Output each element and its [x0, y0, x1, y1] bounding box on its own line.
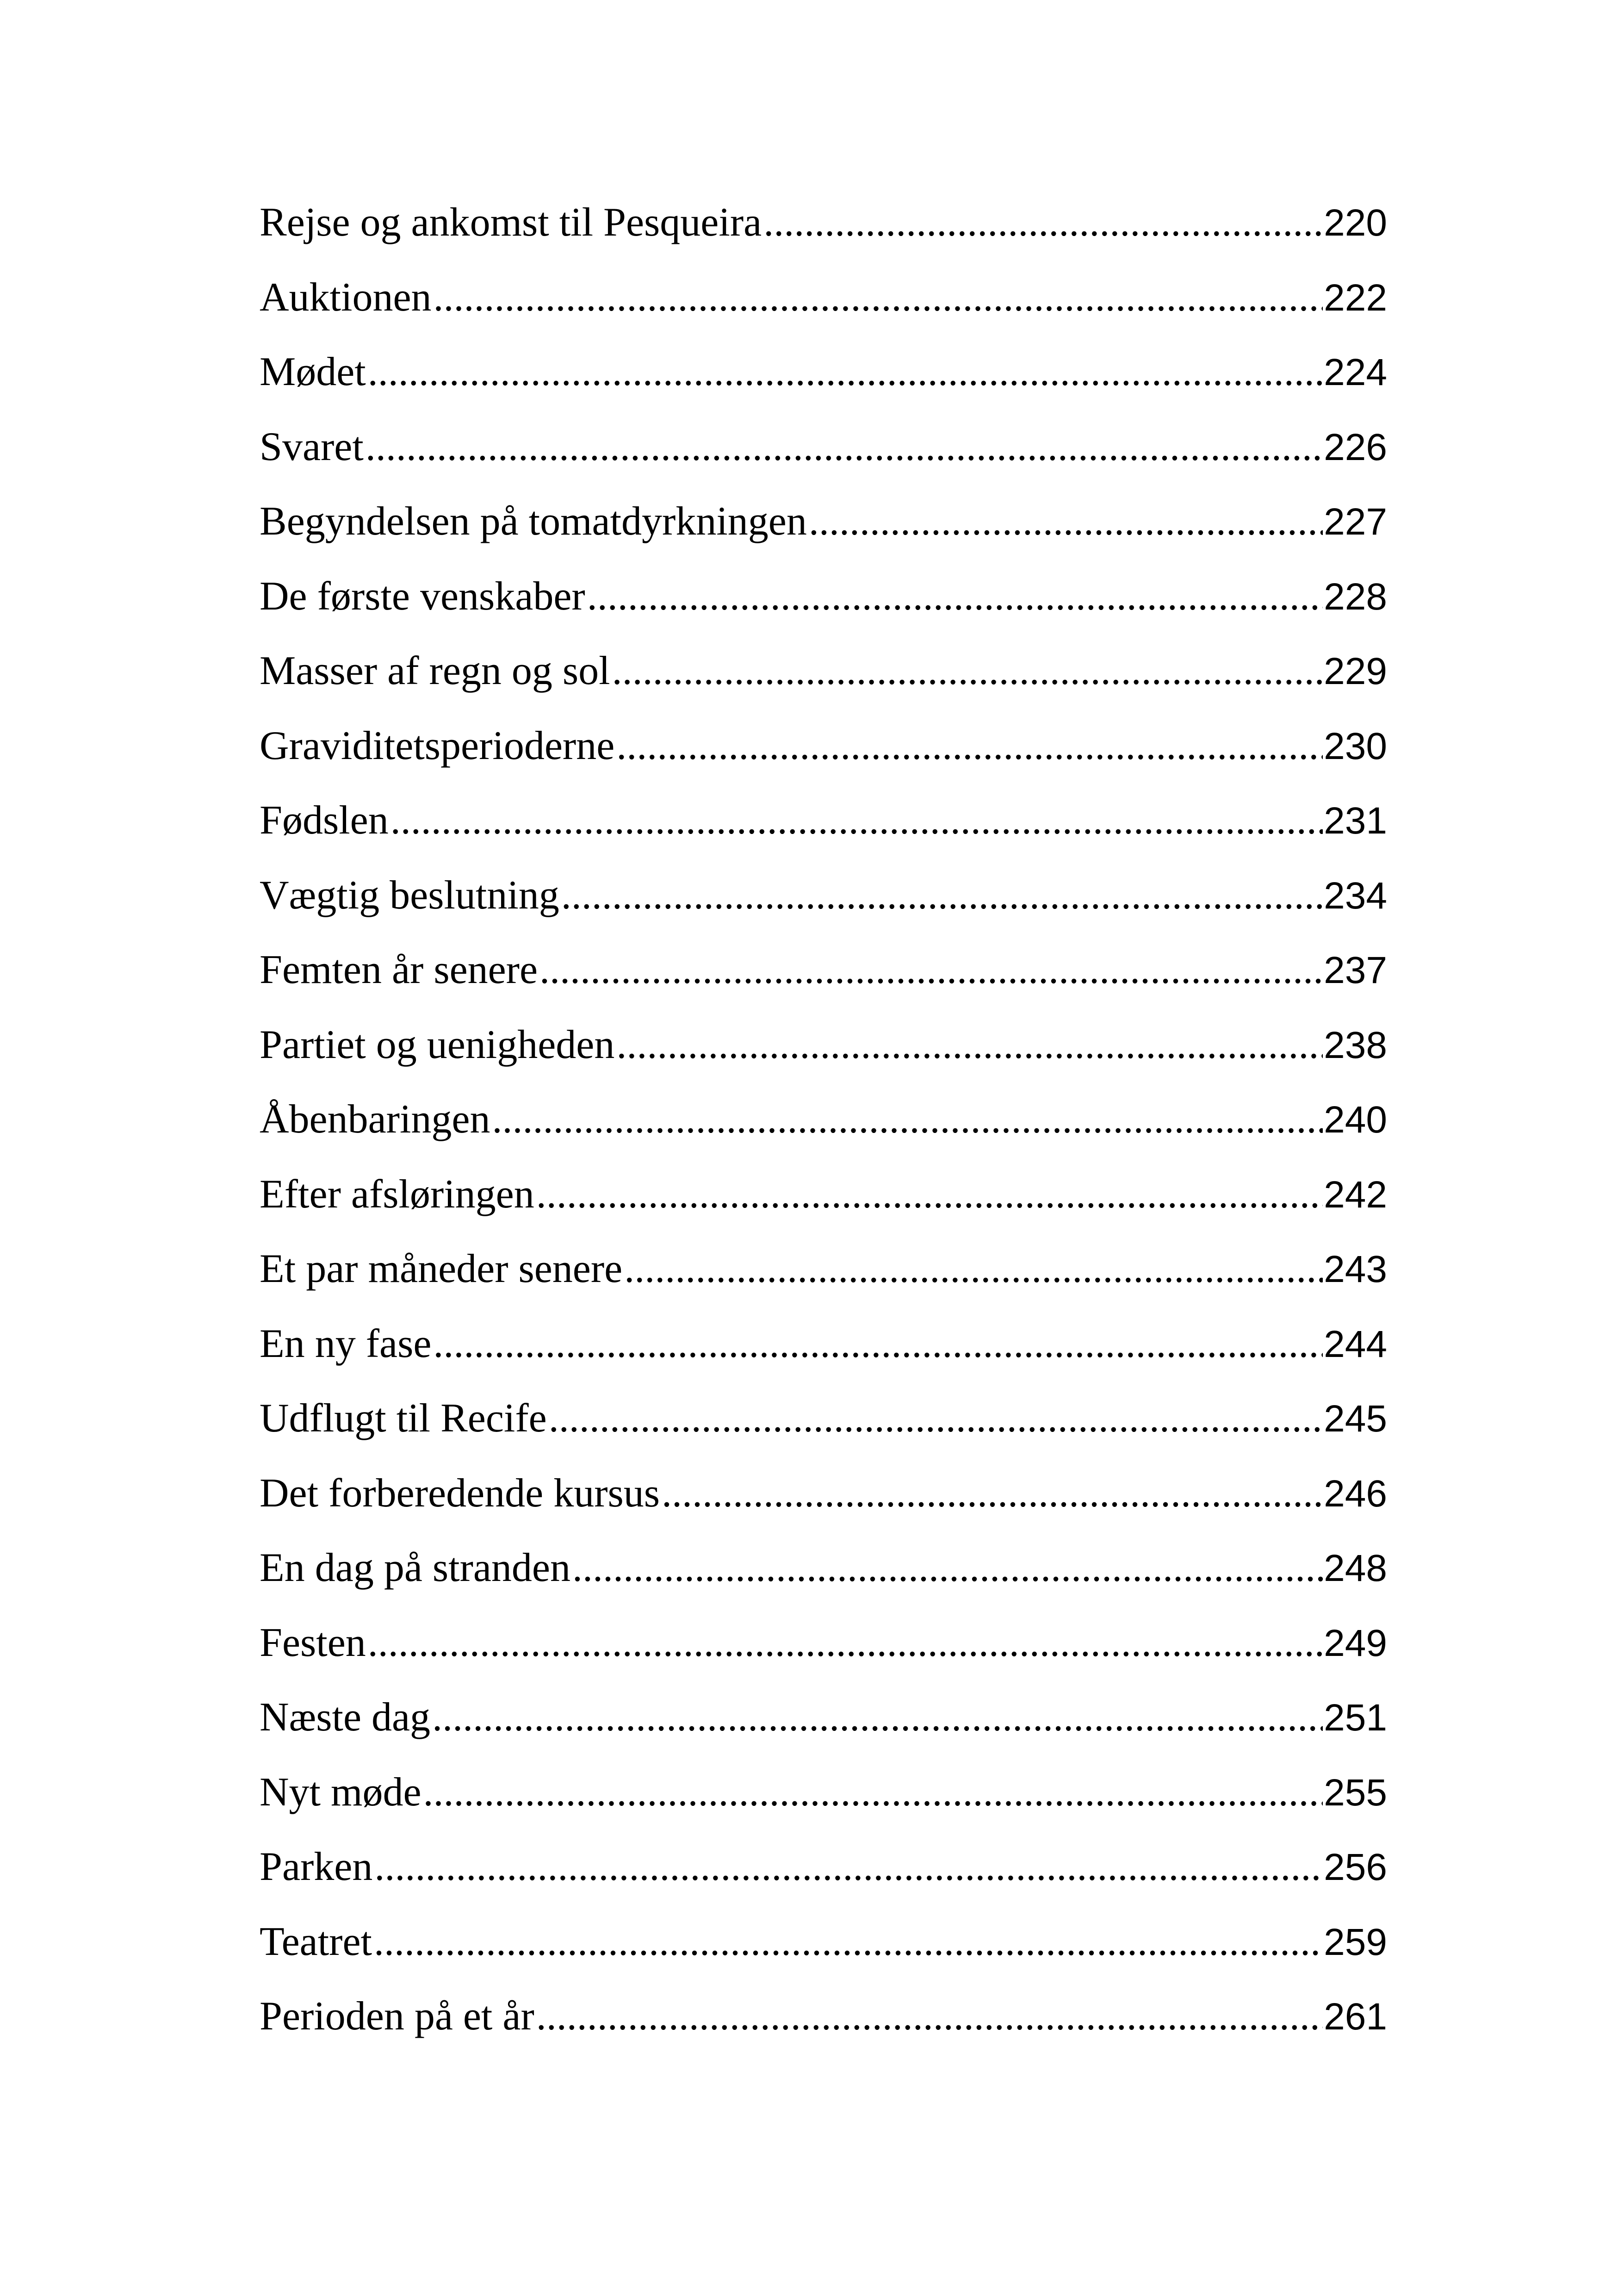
toc-entry[interactable]: [260, 1470, 1387, 1545]
toc-entry[interactable]: [260, 1395, 1387, 1470]
toc-entry-page: 243: [1324, 1248, 1387, 1290]
toc-entry-title: Det forberedende kursus: [260, 1470, 660, 1516]
toc-entry-page: 259: [1324, 1921, 1387, 1963]
toc-dot-leader: [492, 1096, 1323, 1143]
toc-dot-leader: [536, 1171, 1323, 1218]
toc-entry[interactable]: [260, 722, 1387, 797]
toc-entry-title: Åbenbaringen: [260, 1097, 490, 1142]
toc-entry-title: Mødet: [260, 349, 366, 394]
toc-entry-title: Perioden på et år: [260, 1994, 534, 2039]
toc-entry-title: Svaret: [260, 424, 364, 469]
toc-dot-leader: [374, 1843, 1323, 1890]
toc-entry-title: Femten år senere: [260, 947, 538, 992]
toc-entry-page: 249: [1324, 1622, 1387, 1664]
toc-dot-leader: [433, 1320, 1323, 1367]
toc-dot-leader: [612, 647, 1323, 694]
table-of-contents: [260, 199, 1387, 2068]
toc-entry-title: De første venskaber: [260, 573, 585, 619]
toc-entry-page: 237: [1324, 949, 1387, 991]
toc-entry-title: Efter afsløringen: [260, 1171, 534, 1217]
toc-entry-page: 229: [1324, 650, 1387, 692]
toc-entry-page: 245: [1324, 1398, 1387, 1440]
toc-entry-page: 255: [1324, 1771, 1387, 1814]
toc-entry-page: 230: [1324, 725, 1387, 767]
toc-entry-title: Næste dag: [260, 1695, 431, 1740]
toc-entry[interactable]: [260, 1544, 1387, 1619]
toc-entry-title: En ny fase: [260, 1321, 432, 1366]
toc-entry[interactable]: [260, 946, 1387, 1021]
toc-entry[interactable]: [260, 1918, 1387, 1993]
toc-dot-leader: [374, 1918, 1323, 1965]
toc-entry-page: 251: [1324, 1697, 1387, 1739]
toc-entry[interactable]: [260, 274, 1387, 349]
toc-entry[interactable]: [260, 872, 1387, 947]
toc-entry[interactable]: [260, 498, 1387, 573]
toc-entry-title: Teatret: [260, 1919, 372, 1964]
toc-entry-page: 231: [1324, 800, 1387, 842]
toc-entry-title: Partiet og uenigheden: [260, 1022, 615, 1067]
toc-dot-leader: [368, 1619, 1323, 1666]
toc-dot-leader: [391, 797, 1323, 844]
toc-entry-title: Graviditetsperioderne: [260, 723, 615, 768]
toc-entry-title: Parken: [260, 1844, 373, 1889]
toc-dot-leader: [572, 1544, 1323, 1591]
toc-entry[interactable]: [260, 647, 1387, 722]
toc-entry-page: 248: [1324, 1547, 1387, 1589]
toc-entry-page: 226: [1324, 426, 1387, 468]
toc-dot-leader: [539, 946, 1323, 993]
toc-dot-leader: [561, 872, 1323, 919]
toc-entry-page: 261: [1324, 1996, 1387, 2038]
toc-entry-title: Vægtig beslutning: [260, 872, 559, 918]
toc-entry[interactable]: [260, 1694, 1387, 1769]
toc-entry-title: Et par måneder senere: [260, 1246, 623, 1291]
toc-entry-page: 238: [1324, 1024, 1387, 1066]
toc-dot-leader: [536, 1993, 1323, 2040]
toc-entry-page: 244: [1324, 1323, 1387, 1365]
toc-entry[interactable]: [260, 1769, 1387, 1844]
toc-entry[interactable]: [260, 348, 1387, 423]
toc-entry-page: 242: [1324, 1173, 1387, 1216]
toc-entry-title: En dag på stranden: [260, 1545, 570, 1590]
toc-entry-page: 246: [1324, 1472, 1387, 1515]
toc-entry-title: Nyt møde: [260, 1769, 422, 1815]
toc-entry-page: 222: [1324, 276, 1387, 319]
toc-entry[interactable]: [260, 1619, 1387, 1694]
toc-entry-page: 220: [1324, 202, 1387, 244]
toc-entry[interactable]: [260, 1320, 1387, 1395]
toc-entry-page: 228: [1324, 575, 1387, 618]
toc-dot-leader: [624, 1245, 1323, 1292]
toc-dot-leader: [549, 1395, 1323, 1442]
toc-entry-page: 256: [1324, 1846, 1387, 1888]
toc-dot-leader: [616, 722, 1323, 769]
toc-entry[interactable]: [260, 1993, 1387, 2068]
toc-entry[interactable]: [260, 423, 1387, 498]
toc-entry[interactable]: [260, 797, 1387, 872]
toc-dot-leader: [434, 274, 1323, 321]
toc-dot-leader: [662, 1470, 1323, 1517]
toc-entry-page: 234: [1324, 874, 1387, 917]
toc-dot-leader: [616, 1021, 1323, 1068]
toc-entry[interactable]: [260, 1843, 1387, 1918]
toc-entry[interactable]: [260, 1096, 1387, 1171]
toc-dot-leader: [587, 573, 1323, 620]
toc-entry[interactable]: [260, 1171, 1387, 1246]
toc-entry-title: Festen: [260, 1620, 366, 1665]
toc-entry-page: 224: [1324, 351, 1387, 393]
toc-entry-title: Auktionen: [260, 274, 432, 320]
toc-entry[interactable]: [260, 1245, 1387, 1320]
toc-entry-title: Begyndelsen på tomatdyrkningen: [260, 499, 807, 544]
toc-entry[interactable]: [260, 573, 1387, 648]
toc-entry-title: Udflugt til Recife: [260, 1396, 547, 1441]
toc-entry-title: Masser af regn og sol: [260, 648, 610, 693]
toc-entry[interactable]: [260, 199, 1387, 274]
toc-dot-leader: [763, 199, 1323, 246]
toc-dot-leader: [432, 1694, 1323, 1741]
toc-dot-leader: [366, 423, 1323, 470]
toc-entry-page: 240: [1324, 1099, 1387, 1141]
toc-entry-title: Fødslen: [260, 798, 389, 843]
toc-entry[interactable]: [260, 1021, 1387, 1096]
toc-dot-leader: [368, 348, 1323, 395]
toc-entry-page: 227: [1324, 501, 1387, 543]
toc-dot-leader: [423, 1769, 1323, 1816]
toc-dot-leader: [809, 498, 1323, 545]
toc-entry-title: Rejse og ankomst til Pesqueira: [260, 200, 762, 245]
